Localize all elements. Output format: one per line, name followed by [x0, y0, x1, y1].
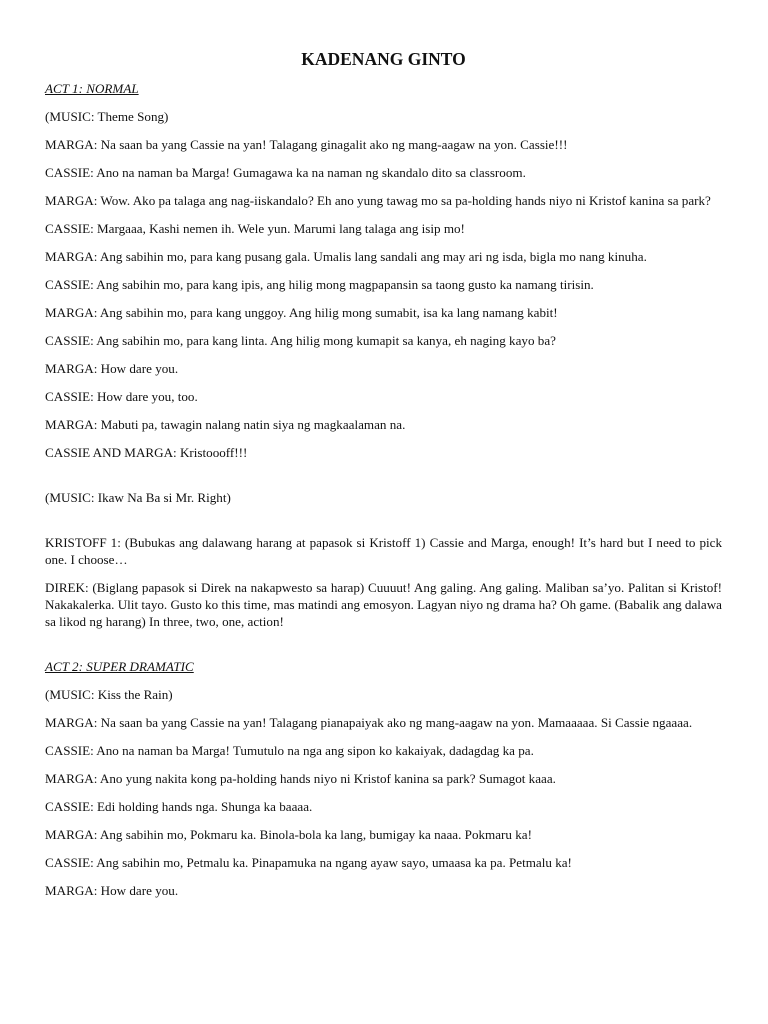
act-1-heading: ACT 1: NORMAL — [45, 81, 139, 96]
script-line-kristoff: KRISTOFF 1: (Bubukas ang dalawang harang at papasok si Kristoff 1) Cassie and Marga, enough! It’s hard but I need to pick one. I choose… — [45, 535, 722, 567]
document-title: KADENANG GINTO — [301, 49, 466, 69]
script-line-direk: DIREK: (Biglang papasok si Direk na nakapwesto sa harap) Cuuuut! Ang galing. Ang galing. Maliban sa’yo. Palitan si Kristof! Nakakalerka. Ulit tayo. Gusto ko this time, mas matindi ang emosyon. Lagyan niyo ng drama ha? Oh game. (Babalik ang dalawa sa likod ng harang) In three, two, one, action! — [45, 580, 722, 629]
script-line: MARGA: Ang sabihin mo, para kang pusang gala. Umalis lang sandali ang may ari ng isda, bigla mo nang kinuha. — [45, 249, 647, 264]
script-line: CASSIE AND MARGA: Kristoooff!!! — [45, 445, 248, 460]
script-line: (MUSIC: Kiss the Rain) — [45, 687, 173, 702]
music-cue: (MUSIC: Ikaw Na Ba si Mr. Right) — [45, 490, 231, 505]
script-line: CASSIE: Margaaa, Kashi nemen ih. Wele yun. Marumi lang talaga ang isip mo! — [45, 221, 465, 236]
script-line: MARGA: Wow. Ako pa talaga ang nag-iiskandalo? Eh ano yung tawag mo sa pa-holding hands niyo ni Kristof kanina sa park? — [45, 193, 711, 208]
script-line: MARGA: How dare you. — [45, 883, 179, 898]
script-line: CASSIE: Ano na naman ba Marga! Tumutulo na nga ang sipon ko kakaiyak, dadagdag ka pa. — [45, 743, 534, 758]
paragraph-gap — [45, 517, 722, 534]
script-line: CASSIE: How dare you, too. — [45, 389, 198, 404]
script-line: MARGA: Ang sabihin mo, para kang unggoy. Ang hilig mong sumabit, isa ka lang namang kabit! — [45, 305, 558, 320]
script-line: CASSIE: Ang sabihin mo, para kang ipis, ang hilig mong magpapansin sa taong gusto ka namang tirisin. — [45, 277, 594, 292]
script-line: (MUSIC: Theme Song) — [45, 109, 169, 124]
script-line: MARGA: Na saan ba yang Cassie na yan! Talagang pianapaiyak ako ng mang-aagaw na yon. Mamaaaaa. Si Cassie ngaaaa. — [45, 715, 693, 730]
script-line: CASSIE: Ano na naman ba Marga! Gumagawa ka na naman ng skandalo dito sa classroom. — [45, 165, 526, 180]
act-2-heading: ACT 2: SUPER DRAMATIC — [45, 659, 194, 674]
script-line: MARGA: Ang sabihin mo, Pokmaru ka. Binola-bola ka lang, bumigay ka naaa. Pokmaru ka! — [45, 827, 532, 842]
script-line: MARGA: Na saan ba yang Cassie na yan! Talagang ginagalit ako ng mang-aagaw na yon. Cassie!!! — [45, 137, 568, 152]
paragraph-gap — [45, 641, 722, 658]
script-line: MARGA: How dare you. — [45, 361, 179, 376]
script-line: MARGA: Mabuti pa, tawagin nalang natin siya ng magkaalaman na. — [45, 417, 406, 432]
script-line: CASSIE: Ang sabihin mo, Petmalu ka. Pinapamuka na ngang ayaw sayo, umaasa ka pa. Petmalu ka! — [45, 855, 572, 870]
script-line: MARGA: Ano yung nakita kong pa-holding hands niyo ni Kristof kanina sa park? Sumagot kaaa. — [45, 771, 556, 786]
script-line: CASSIE: Edi holding hands nga. Shunga ka baaaa. — [45, 799, 313, 814]
script-line: CASSIE: Ang sabihin mo, para kang linta. Ang hilig mong kumapit sa kanya, eh naging kayo ba? — [45, 333, 556, 348]
paragraph-gap — [45, 472, 722, 489]
